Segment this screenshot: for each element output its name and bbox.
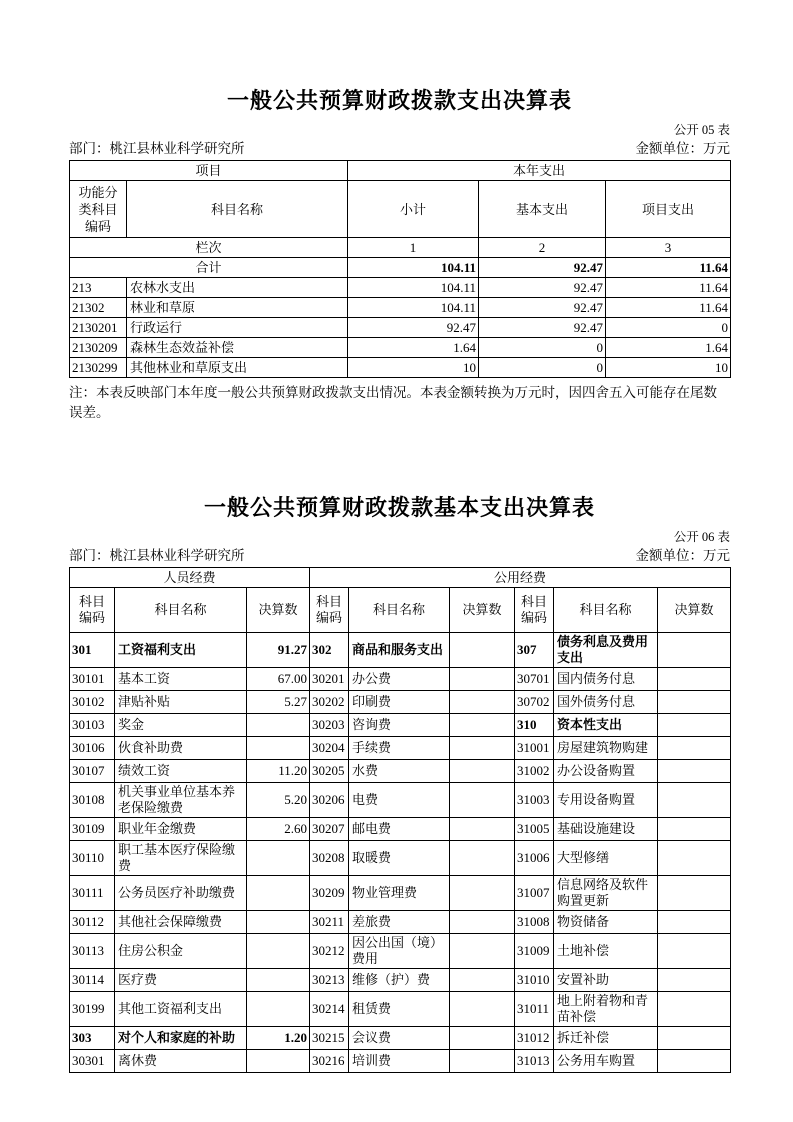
subject-name-cell: 因公出国（境）费用 [349,934,450,969]
total-project: 11.64 [606,258,731,278]
subject-name-cell: 职工基本医疗保险缴费 [115,841,247,876]
subject-name-cell: 债务利息及费用支出 [554,633,658,668]
name-cell: 行政运行 [127,318,348,338]
subject-code-cell: 307 [515,633,554,668]
code-cell: 21302 [70,298,127,318]
basic-amount-cell: 0 [479,358,606,378]
subject-code-cell: 30112 [70,911,115,934]
subject-code-cell: 30110 [70,841,115,876]
basic-amount-cell: 92.47 [479,298,606,318]
final-amount-cell [658,633,731,668]
project-amount-cell: 10 [606,358,731,378]
subject-code-cell: 301 [70,633,115,668]
table-row [70,691,731,714]
header-subtotal: 小计 [348,181,479,238]
table-row [70,783,731,818]
total-subtotal: 104.11 [348,258,479,278]
final-amount-cell [658,841,731,876]
subject-code-cell: 30213 [310,969,349,992]
table-row [70,1027,731,1050]
subject-code-cell: 31008 [515,911,554,934]
project-amount-cell: 1.64 [606,338,731,358]
subject-code-cell: 30199 [70,992,115,1027]
subject-code-cell: 310 [515,714,554,737]
header-final-amount: 决算数 [450,588,515,633]
table-row [70,298,731,318]
subject-name-cell: 培训费 [349,1050,450,1073]
table-row [70,911,731,934]
subject-name-cell: 奖金 [115,714,247,737]
subject-code-cell: 31007 [515,876,554,911]
final-amount-cell [658,911,731,934]
final-amount-cell: 1.20 [247,1027,310,1050]
subject-name-cell: 拆迁补偿 [554,1027,658,1050]
header-subject-name: 科目名称 [115,588,247,633]
table-row [70,818,731,841]
final-amount-cell [658,876,731,911]
final-amount-cell [450,934,515,969]
subject-code-cell: 31011 [515,992,554,1027]
header-final-amount: 决算数 [247,588,310,633]
subject-name-cell: 住房公积金 [115,934,247,969]
header-project: 项目 [70,161,348,181]
subject-code-cell: 31003 [515,783,554,818]
subtotal-amount-cell: 92.47 [348,318,479,338]
header-column-row-label: 栏次 [70,238,348,258]
final-amount-cell [247,737,310,760]
basic-amount-cell: 92.47 [479,318,606,338]
subject-code-cell: 30205 [310,760,349,783]
final-amount-cell: 2.60 [247,818,310,841]
table-row [70,668,731,691]
subject-name-cell: 对个人和家庭的补助 [115,1027,247,1050]
subject-name-cell: 物资储备 [554,911,658,934]
table-row [70,318,731,338]
subject-name-cell: 房屋建筑物购建 [554,737,658,760]
final-amount-cell: 67.00 [247,668,310,691]
subject-name-cell: 手续费 [349,737,450,760]
table-row [70,760,731,783]
subject-name-cell: 咨询费 [349,714,450,737]
table06-meta-row [69,547,730,564]
subject-code-cell: 30209 [310,876,349,911]
final-amount-cell [247,876,310,911]
subject-code-cell: 30207 [310,818,349,841]
subject-name-cell: 国外债务付息 [554,691,658,714]
final-amount-cell [658,1050,731,1073]
subject-name-cell: 邮电费 [349,818,450,841]
subject-code-cell: 30202 [310,691,349,714]
subject-code-cell: 30102 [70,691,115,714]
subject-name-cell: 其他社会保障缴费 [115,911,247,934]
final-amount-cell [450,841,515,876]
header-subject-name: 科目名称 [554,588,658,633]
subtotal-amount-cell: 1.64 [348,338,479,358]
final-amount-cell [658,668,731,691]
subject-name-cell: 大型修缮 [554,841,658,876]
subject-code-cell: 30212 [310,934,349,969]
header-subject-code: 科目编码 [310,588,349,633]
subject-code-cell: 30208 [310,841,349,876]
header-subject-name: 科目名称 [127,181,348,238]
final-amount-cell [450,737,515,760]
final-amount-cell [658,714,731,737]
table06-department: 部门：桃江县林业科学研究所 [69,548,245,563]
subject-code-cell: 31012 [515,1027,554,1050]
subject-name-cell: 地上附着物和青苗补偿 [554,992,658,1027]
final-amount-cell [450,668,515,691]
basic-amount-cell: 0 [479,338,606,358]
subject-name-cell: 取暖费 [349,841,450,876]
subtotal-amount-cell: 104.11 [348,278,479,298]
final-amount-cell [450,992,515,1027]
column-index-1: 1 [348,238,479,258]
table-row [70,969,731,992]
group-header-row [70,568,731,588]
subject-name-cell: 其他工资福利支出 [115,992,247,1027]
subject-code-cell: 30214 [310,992,349,1027]
name-cell: 森林生态效益补偿 [127,338,348,358]
table-row [70,1050,731,1073]
final-amount-cell [658,737,731,760]
subject-name-cell: 资本性支出 [554,714,658,737]
subject-code-cell: 30113 [70,934,115,969]
subject-name-cell: 商品和服务支出 [349,633,450,668]
final-amount-cell [450,911,515,934]
table05-unit: 金额单位：万元 [635,141,730,156]
subject-code-cell: 30109 [70,818,115,841]
table-row [70,876,731,911]
project-amount-cell: 11.64 [606,278,731,298]
subject-code-cell: 31001 [515,737,554,760]
header-subject-name: 科目名称 [349,588,450,633]
project-amount-cell: 11.64 [606,298,731,318]
name-cell: 林业和草原 [127,298,348,318]
final-amount-cell [450,969,515,992]
final-amount-cell [450,633,515,668]
subject-code-cell: 30107 [70,760,115,783]
final-amount-cell: 91.27 [247,633,310,668]
subject-code-cell: 30201 [310,668,349,691]
table06-unit: 金额单位：万元 [635,548,730,563]
subject-name-cell: 专用设备购置 [554,783,658,818]
expenditure-summary-table [69,160,731,378]
table06-table-number: 公开 06 表 [673,530,730,544]
subject-name-cell: 津贴补贴 [115,691,247,714]
header-basic-expenditure: 基本支出 [479,181,606,238]
subject-name-cell: 差旅费 [349,911,450,934]
column-index-2: 2 [479,238,606,258]
final-amount-cell [247,714,310,737]
subject-code-cell: 30702 [515,691,554,714]
column-index-row [70,238,731,258]
final-amount-cell: 11.20 [247,760,310,783]
subject-name-cell: 绩效工资 [115,760,247,783]
table-row [70,714,731,737]
subject-code-cell: 31009 [515,934,554,969]
subject-name-cell: 医疗费 [115,969,247,992]
total-row [70,258,731,278]
subject-name-cell: 水费 [349,760,450,783]
code-cell: 213 [70,278,127,298]
final-amount-cell [450,760,515,783]
total-basic: 92.47 [479,258,606,278]
name-cell: 其他林业和草原支出 [127,358,348,378]
basic-amount-cell: 92.47 [479,278,606,298]
final-amount-cell [247,911,310,934]
final-amount-cell: 5.27 [247,691,310,714]
subject-name-cell: 会议费 [349,1027,450,1050]
subject-code-cell: 31013 [515,1050,554,1073]
document-page [69,0,730,1073]
table05-department: 部门：桃江县林业科学研究所 [69,141,245,156]
name-cell: 农林水支出 [127,278,348,298]
subject-name-cell: 伙食补助费 [115,737,247,760]
subject-code-cell: 30206 [310,783,349,818]
final-amount-cell [450,714,515,737]
subtotal-amount-cell: 10 [348,358,479,378]
subject-name-cell: 职业年金缴费 [115,818,247,841]
header-final-amount: 决算数 [658,588,731,633]
table-row [70,992,731,1027]
header-project-expenditure: 项目支出 [606,181,731,238]
subject-name-cell: 租赁费 [349,992,450,1027]
subtotal-amount-cell: 104.11 [348,298,479,318]
subject-code-cell: 30108 [70,783,115,818]
subject-code-cell: 30215 [310,1027,349,1050]
final-amount-cell [658,934,731,969]
final-amount-cell [658,818,731,841]
subject-name-cell: 基本工资 [115,668,247,691]
subject-code-cell: 30701 [515,668,554,691]
final-amount-cell [658,1027,731,1050]
subject-name-cell: 离休费 [115,1050,247,1073]
subject-code-cell: 30203 [310,714,349,737]
table-row [70,633,731,668]
code-cell: 2130209 [70,338,127,358]
table-row [70,841,731,876]
header-function-code: 功能分类科目编码 [70,181,127,238]
total-label: 合计 [70,258,348,278]
subject-code-cell: 31005 [515,818,554,841]
code-cell: 2130201 [70,318,127,338]
subject-code-cell: 302 [310,633,349,668]
table05-title: 一般公共预算财政拨款支出决算表 [226,88,572,113]
subject-code-cell: 30204 [310,737,349,760]
subject-code-cell: 31006 [515,841,554,876]
subject-name-cell: 基础设施建设 [554,818,658,841]
subject-code-cell: 30211 [310,911,349,934]
table05-meta-row [69,140,730,157]
table-row [70,358,731,378]
final-amount-cell [247,934,310,969]
table-row [70,338,731,358]
final-amount-cell [247,992,310,1027]
header-subject-code: 科目编码 [515,588,554,633]
project-amount-cell: 0 [606,318,731,338]
subject-code-cell: 30101 [70,668,115,691]
subject-name-cell: 土地补偿 [554,934,658,969]
final-amount-cell [658,760,731,783]
subject-code-cell: 30216 [310,1050,349,1073]
subject-code-cell: 30103 [70,714,115,737]
table-row [70,278,731,298]
final-amount-cell [450,783,515,818]
final-amount-cell [247,841,310,876]
subject-code-cell: 30106 [70,737,115,760]
column-index-3: 3 [606,238,731,258]
subject-name-cell: 办公费 [349,668,450,691]
subject-name-cell: 公务用车购置 [554,1050,658,1073]
table05-table-number: 公开 05 表 [673,123,730,137]
subject-name-cell: 电费 [349,783,450,818]
subject-name-cell: 维修（护）费 [349,969,450,992]
table-row [70,737,731,760]
subject-name-cell: 国内债务付息 [554,668,658,691]
code-cell: 2130299 [70,358,127,378]
final-amount-cell [450,1050,515,1073]
final-amount-cell [658,783,731,818]
subject-name-cell: 机关事业单位基本养老保险缴费 [115,783,247,818]
final-amount-cell [450,691,515,714]
column-header-row [70,588,731,633]
final-amount-cell [658,992,731,1027]
final-amount-cell: 5.20 [247,783,310,818]
basic-expenditure-table [69,567,731,1073]
table-header-row [70,161,731,181]
final-amount-cell [450,876,515,911]
subject-code-cell: 30114 [70,969,115,992]
subject-name-cell: 安置补助 [554,969,658,992]
header-public-funds: 公用经费 [310,568,731,588]
table-row [70,934,731,969]
subject-name-cell: 公务员医疗补助缴费 [115,876,247,911]
subject-name-cell: 印刷费 [349,691,450,714]
subject-code-cell: 30111 [70,876,115,911]
header-subject-code: 科目编码 [70,588,115,633]
table05-note: 注：本表反映部门本年度一般公共预算财政拨款支出情况。本表金额转换为万元时，因四舍五入可能存在尾数误差。 [69,385,717,420]
final-amount-cell [658,691,731,714]
final-amount-cell [450,818,515,841]
subject-code-cell: 31010 [515,969,554,992]
table-header-row [70,181,731,238]
final-amount-cell [247,969,310,992]
table06-title: 一般公共预算财政拨款基本支出决算表 [203,495,595,520]
subject-name-cell: 工资福利支出 [115,633,247,668]
subject-code-cell: 303 [70,1027,115,1050]
subject-name-cell: 物业管理费 [349,876,450,911]
final-amount-cell [450,1027,515,1050]
final-amount-cell [658,969,731,992]
subject-name-cell: 办公设备购置 [554,760,658,783]
subject-code-cell: 30301 [70,1050,115,1073]
final-amount-cell [247,1050,310,1073]
header-current-year-expenditure: 本年支出 [348,161,731,181]
header-personnel-funds: 人员经费 [70,568,310,588]
subject-name-cell: 信息网络及软件购置更新 [554,876,658,911]
subject-code-cell: 31002 [515,760,554,783]
